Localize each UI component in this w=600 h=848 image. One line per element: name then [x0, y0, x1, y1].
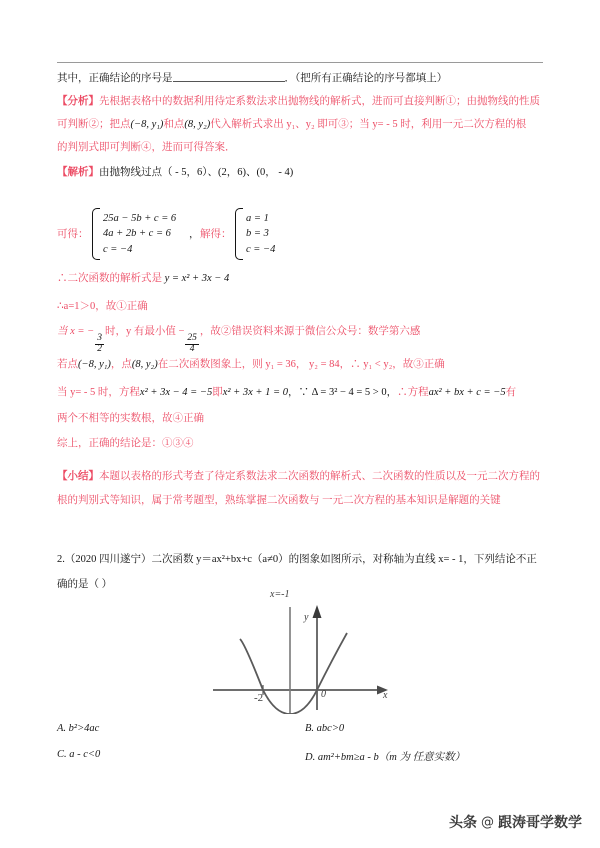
discriminant-line-1: [57, 386, 516, 400]
brace-left-1: [92, 208, 100, 260]
function-conclusion-line: [57, 272, 229, 286]
option-b-text: abc>0: [316, 723, 345, 734]
system2-eq-1: a = 1: [246, 212, 269, 224]
function-conclusion-prefix: ∴二次函数的解析式是: [57, 273, 162, 284]
analysis-line-3: 的判别式即可判断④，进而可得答案．: [57, 142, 236, 153]
disc-eq-1: x² + 3x − 4 = −5: [139, 387, 213, 398]
solution-text-1: 由抛物线过点（ - 5，6）、(2，6)、(0， - 4): [99, 167, 294, 178]
question2-line-2: 确的是（ ）: [57, 579, 113, 590]
disc-text-i: 有: [505, 387, 517, 398]
analysis-tag: 【分析】: [57, 96, 99, 107]
brace-left-2: [235, 208, 243, 260]
watermark-account: 跟涛哥学数学: [498, 815, 582, 831]
analysis-text-2a: 可判断②；把点: [57, 119, 131, 130]
horizontal-rule: [57, 62, 543, 63]
minimum-value-line: [57, 325, 420, 354]
point-expr-3: (−8, y₁): [78, 359, 111, 370]
option-a-text: b²>4ac: [68, 723, 100, 734]
x-axis-label: x: [383, 690, 388, 701]
fraction-denominator: 4: [189, 343, 195, 354]
point-expr-4: (8, y₂): [131, 359, 158, 370]
function-expression: y = x² + 3x − 4: [164, 273, 230, 284]
conclusion-1-line: ∴a=1＞0，故①正确: [57, 301, 148, 312]
fill-in-note: ．（把所有正确结论的序号都填上）: [284, 73, 448, 84]
analysis-text-1: 先根据表格中的数据利用待定系数法求出抛物线的解析式，进而可直接判断①；由抛物线的性质: [99, 96, 540, 107]
analysis-text-2b: 和点: [163, 119, 185, 130]
option-c-text: a - c<0: [69, 749, 101, 760]
fraction-twentyfive-fourths: [185, 334, 199, 354]
parabola-graph: [205, 589, 395, 714]
watermark-brand: 头条: [449, 815, 477, 831]
system-comma: ，: [189, 229, 200, 240]
disc-text-a: 当 y= - 5 时，: [57, 387, 119, 398]
system1-eq-3: c = −4: [103, 243, 133, 255]
discriminant-line-2: 两个不相等的实数根，故④正确: [57, 413, 204, 424]
option-c[interactable]: [57, 749, 100, 760]
equation-system-1: [92, 208, 176, 260]
system2-eq-3: c = −4: [246, 243, 276, 255]
disc-text-f: ，∵ Δ = 3² − 4 = 5 > 0，: [287, 387, 398, 398]
system1-eq-2: 4a + 2b + c = 6: [103, 228, 171, 240]
analysis-line-2: [57, 118, 526, 132]
watermark-at-icon: @: [481, 814, 494, 830]
min-prefix: 当 x = −: [57, 326, 95, 337]
question2-line-1: 2.（2020 四川遂宁）二次函数 y＝ax²+bx+c（a≠0）的图象如图所示，对称轴为直线 x= - 1，下列结论不正: [57, 554, 537, 565]
analysis-text-2c: 代入解析式求出 y₁、y₂ 即可③；当 y= - 5 时，利用一元二次方程的根: [210, 119, 527, 130]
analysis-line-1: [57, 95, 540, 109]
final-conclusion-line: 综上，正确的结论是：①③④: [57, 438, 194, 449]
jiede-label: 解得：: [200, 229, 232, 240]
option-a-key: A.: [57, 723, 67, 734]
summary-tag: 【小结】: [57, 471, 99, 482]
disc-eq-3: ax² + bx + c = −5: [428, 387, 506, 398]
graph-svg: [205, 592, 395, 714]
system2-eq-2: b = 3: [246, 228, 269, 240]
option-d-text: am²+bm≥a - b（m 为 任意实数）: [317, 752, 466, 763]
min-suffix: ，故②错误资料来源于微信公众号：数学第六感: [199, 326, 421, 337]
points-prefix-b: ，点: [110, 359, 132, 370]
tick-label-minus-two: -2: [254, 692, 264, 704]
min-middle: 时，y 有最小值 −: [104, 326, 185, 337]
points-compare-line: [57, 358, 445, 372]
keda-label: 可得：: [57, 229, 89, 240]
solution-tag: 【解析】: [57, 167, 99, 178]
fill-in-prompt: 其中，正确结论的序号是: [57, 73, 173, 84]
option-a[interactable]: [57, 723, 99, 734]
point-expr-1: (−8, y₁): [130, 119, 164, 130]
disc-text-g: ∴方程: [397, 387, 429, 398]
answer-blank[interactable]: [173, 70, 285, 82]
disc-text-b: 方程: [118, 387, 140, 398]
fill-in-blank-line: [57, 70, 447, 86]
disc-text-d: 即: [212, 387, 223, 398]
option-d[interactable]: [305, 749, 465, 764]
option-b[interactable]: [305, 723, 344, 734]
points-suffix: 在二次函数图象上，则 y₁ = 36， y₂ = 84，∴ y₁ < y₂，故③正确: [157, 359, 445, 370]
origin-label: 0: [321, 689, 326, 700]
summary-text-1: 本题以表格的形式考查了待定系数法求二次函数的解析式、二次函数的性质以及一元二次方程的: [99, 471, 540, 482]
point-expr-2: (8, y₂): [184, 119, 211, 130]
fraction-three-halves: [95, 334, 104, 354]
option-b-key: B.: [305, 723, 315, 734]
axis-of-symmetry-label: x=-1: [270, 589, 290, 600]
y-axis-label: y: [304, 612, 309, 623]
system1-eq-1: 25a − 5b + c = 6: [103, 212, 177, 224]
fraction-numerator: 25: [187, 333, 197, 343]
summary-line-2: 根的判别式等知识，属于常考题型，熟练掌握二次函数与 一元二次方程的基本知识是解题的关键: [57, 495, 501, 506]
summary-line-1: [57, 470, 540, 484]
points-prefix-a: 若点: [57, 359, 78, 370]
disc-eq-2: x² + 3x + 1 = 0: [222, 387, 288, 398]
fraction-numerator: 3: [97, 333, 102, 343]
option-d-key: D.: [305, 752, 316, 763]
solution-line-1: [57, 166, 293, 180]
equation-system-2: [235, 208, 275, 260]
y-axis-arrow: [313, 605, 322, 618]
fraction-denominator: 2: [97, 343, 102, 354]
watermark: [449, 812, 582, 832]
option-c-key: C.: [57, 749, 67, 760]
